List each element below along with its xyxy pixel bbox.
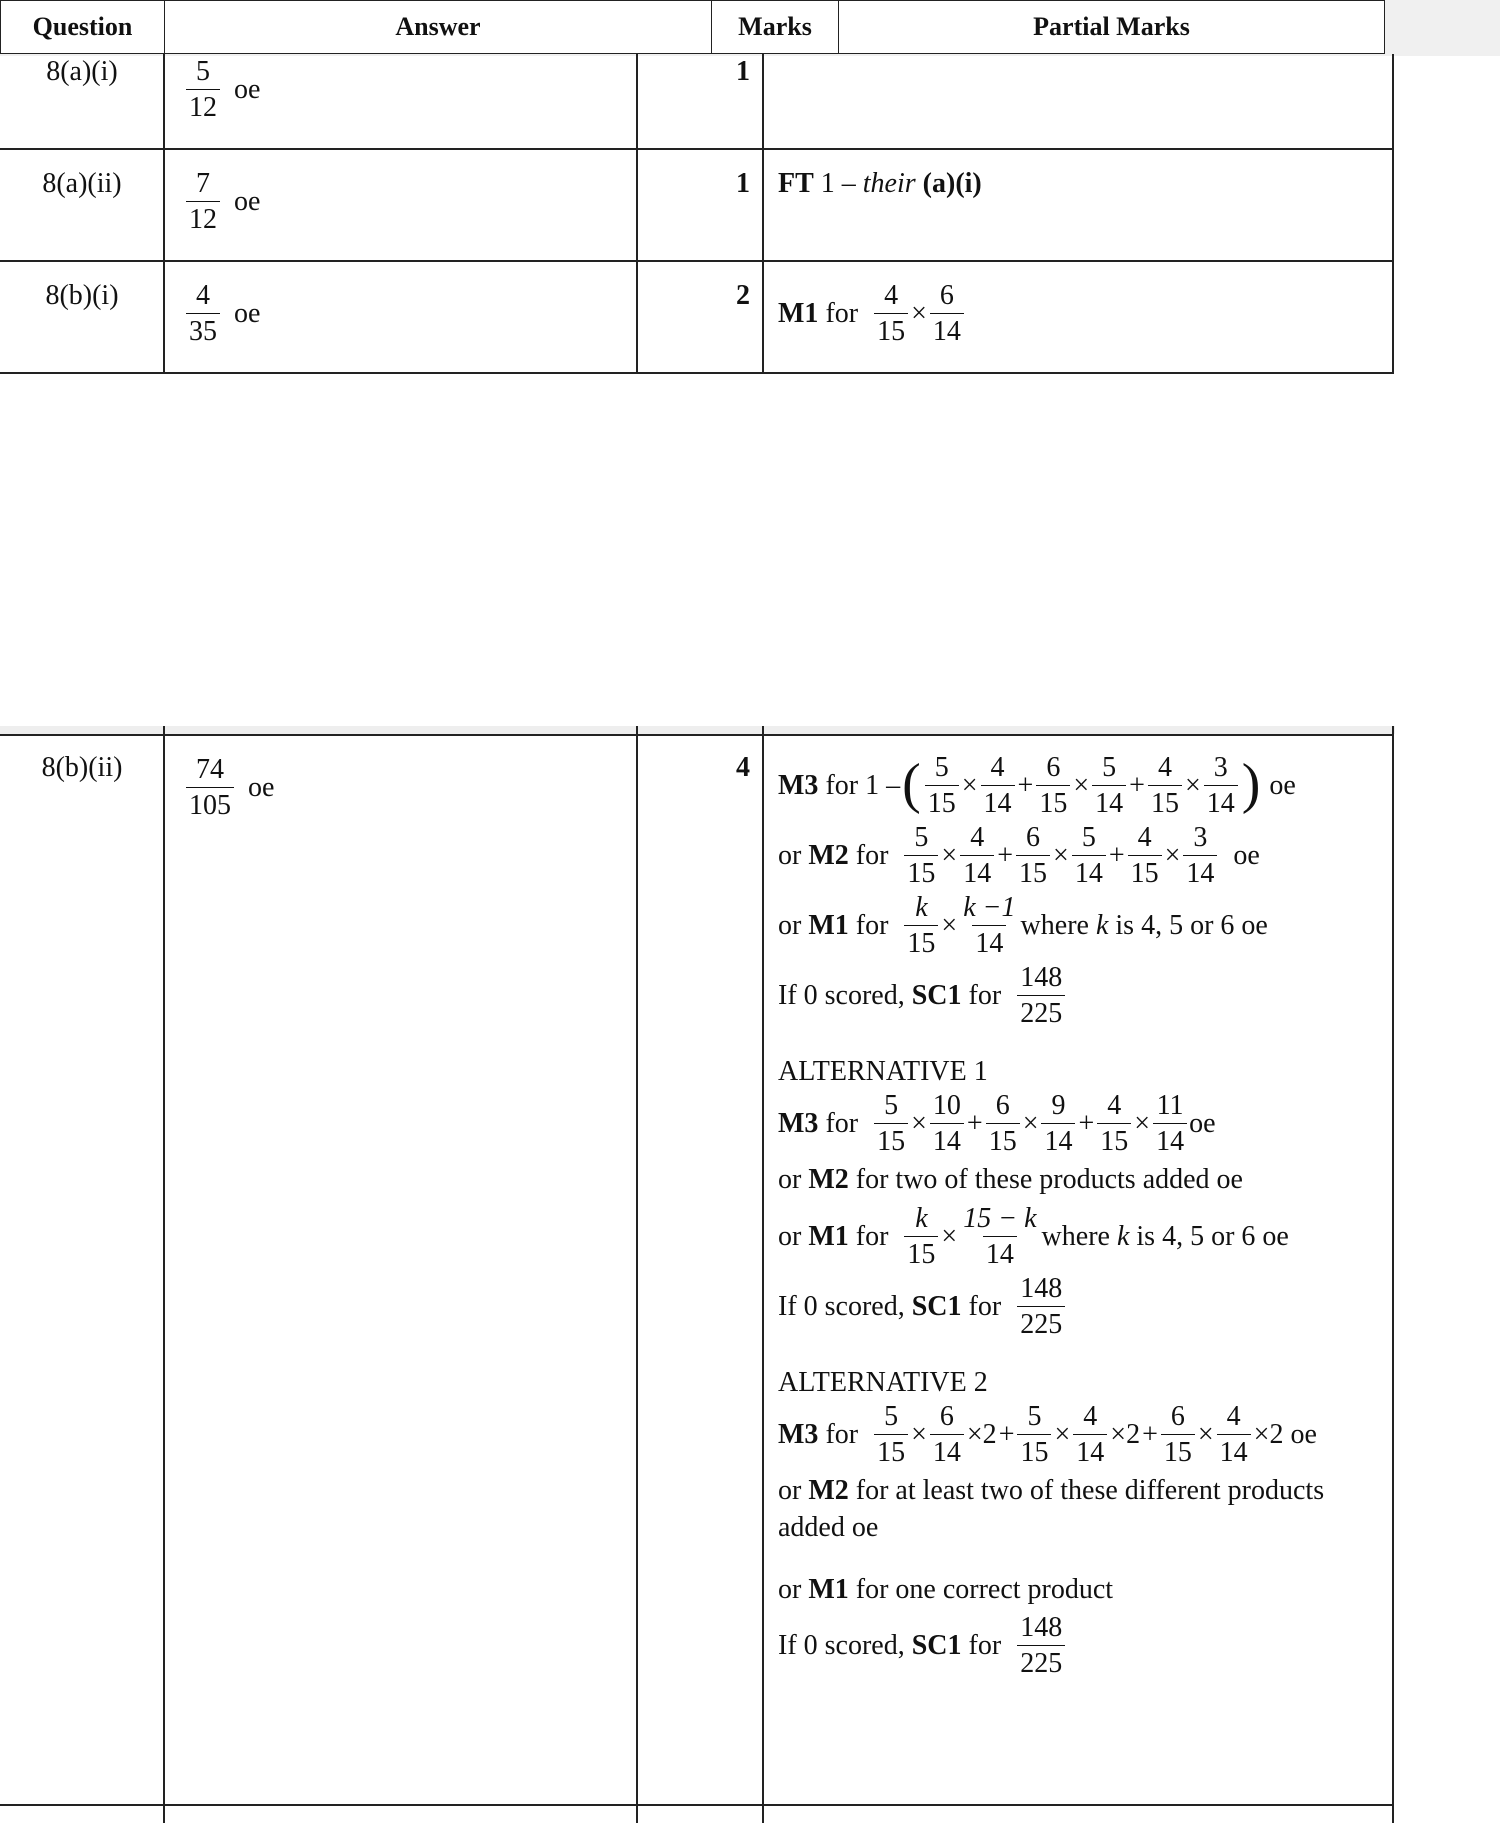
alt2-m2-line-cont: added oe	[778, 1511, 879, 1543]
alt1-m2-line: or M2 for two of these products added oe	[778, 1164, 1243, 1196]
alt1-heading: ALTERNATIVE 1	[778, 1056, 988, 1087]
marks-8bi: 2	[736, 280, 750, 311]
alt1-m1-line: or M1 for $\frac{k}{15}$ × $\frac{15 - k}{14}$ where k is 4, 5 or 6 oe	[778, 1202, 1289, 1270]
alt1-sc1-line: If 0 scored, SC1 for $\frac{148}{225}$	[778, 1275, 1388, 1339]
alt1-m3-line: M3 for $\frac{5}{15}$ × $\frac{10}{14}$ + $\frac{6}{15}$ × $\frac{9}{14}$ + $\frac{4}{15}$ × $\frac{11}{14}$ oe	[778, 1090, 1216, 1158]
question-8bi: 8(b)(i)	[45, 280, 119, 311]
question-8ai: 8(a)(i)	[46, 56, 118, 87]
question-8aii: 8(a)(ii)	[42, 168, 122, 199]
alt2-sc1-line: If 0 scored, SC1 for $\frac{148}{225}$	[778, 1614, 1388, 1678]
alt2-m1-line: or M1 for one correct product	[778, 1573, 1114, 1605]
marks-8bii: 4	[736, 752, 750, 783]
alt2-m2-line: or M2 for at least two of these different products	[778, 1475, 1325, 1507]
header-answer: Answer	[164, 0, 712, 54]
partial-8aii: FT 1 – their (a)(i)	[778, 168, 982, 199]
header-question: Question	[0, 0, 165, 54]
table-header	[0, 0, 1500, 56]
marks-8aii: 1	[736, 168, 750, 199]
marks-8ai: 1	[736, 56, 750, 87]
partial-8bi: M1 for $\frac{4}{15}$ × $\frac{6}{14}$	[778, 282, 966, 346]
answer-8aii: $\frac{7}{12}$ oe	[184, 170, 260, 234]
header-marks: Marks	[711, 0, 839, 54]
sc1-line: If 0 scored, SC1 for $\frac{148}{225}$	[778, 964, 1388, 1028]
answer-8bii: $\frac{74}{105}$ oe	[184, 756, 274, 820]
m2-line: or M2 for $\frac{5}{15}$ × $\frac{4}{14}$ + $\frac{6}{15}$ × $\frac{5}{14}$ + $\frac{4}{15}$ × $\frac{3}{14}$ oe	[778, 822, 1260, 889]
alt2-heading: ALTERNATIVE 2	[778, 1366, 988, 1398]
m3-line: M3 for 1 – ( $\frac{5}{15}$ × $\frac{4}{14}$ + $\frac{6}{15}$ × $\frac{5}{14}$ + $\frac{4}{15}$ × $\frac{3}{14}$ ) oe	[778, 752, 1296, 819]
question-8bii: 8(b)(ii)	[41, 752, 123, 783]
m1-line: or M1 for $\frac{k}{15}$ × $\frac{k -1}{14}$ where k is 4, 5 or 6 oe	[778, 892, 1268, 959]
answer-8bi: $\frac{4}{35}$ oe	[184, 282, 260, 346]
partial-8bii	[778, 754, 1388, 1684]
header-partial-marks: Partial Marks	[838, 0, 1385, 54]
alt2-m3-line: M3 for $\frac{5}{15}$ × $\frac{6}{14}$ ×2 + $\frac{5}{15}$ × $\frac{4}{14}$ ×2 + $\frac{6}{15}$ × $\frac{4}{14}$ ×2 oe	[778, 1401, 1317, 1469]
answer-8ai: $\frac{5}{12}$ oe	[184, 58, 260, 122]
